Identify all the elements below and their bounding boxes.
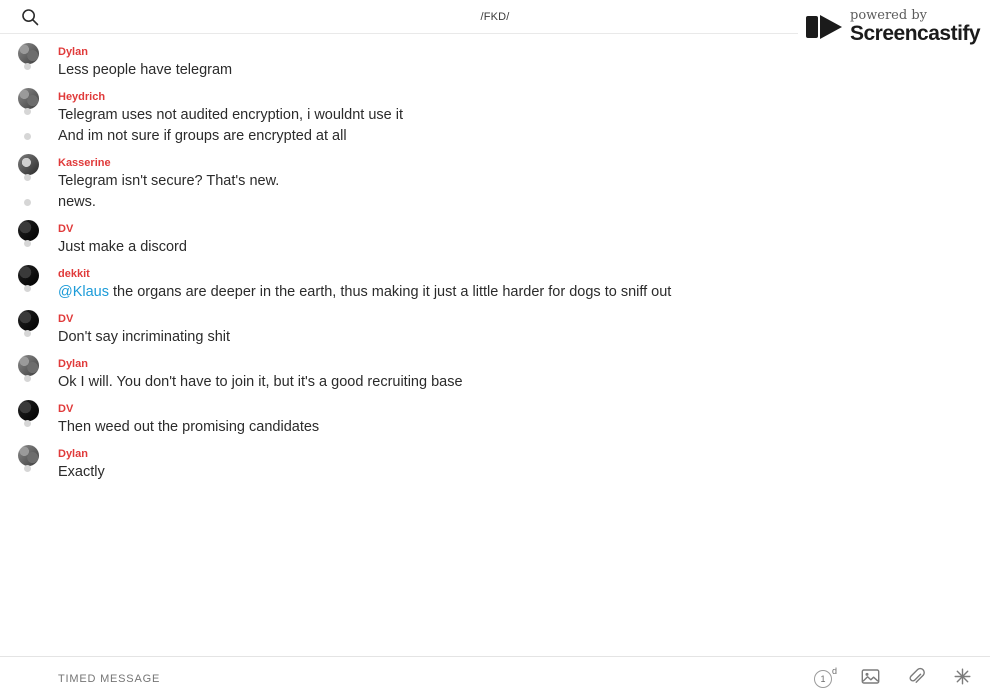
screencastify-text [850,9,980,45]
message-author: DV [58,403,74,415]
message-row [0,192,990,213]
top-bar [0,0,990,45]
avatar[interactable] [18,445,39,466]
message-row [0,445,990,483]
watermark-brand-label: Screencastify [850,21,981,45]
message-author: Kasserine [58,157,111,169]
message-content [58,400,990,438]
top-bar-left [0,8,60,26]
message-text: Don't say incriminating shit [58,329,231,345]
timer-badge[interactable] [812,665,837,690]
message-text: Less people have telegram [58,62,233,78]
composer-actions [812,667,972,691]
paperclip-icon[interactable] [907,667,926,691]
message-content [58,220,990,258]
message-composer [0,656,990,700]
message-status-dot [24,330,31,337]
message-group [0,310,990,348]
message-text: news. [58,194,96,210]
message-group [0,154,990,213]
message-author: Dylan [58,448,88,460]
message-row [0,400,990,438]
message-content [58,154,990,192]
message-text: Telegram isn't secure? That's new. [58,173,280,189]
message-content [58,310,990,348]
message-list[interactable] [0,34,990,656]
timer-unit: d [831,665,837,676]
watermark-powered-label: powered by [850,8,927,24]
message-text: And im not sure if groups are encrypted at all [58,128,347,144]
message-content [58,445,990,483]
avatar[interactable] [18,355,39,376]
message-author: Dylan [58,358,88,370]
message-text: Ok I will. You don't have to join it, but it's a good recruiting base [58,374,463,390]
message-text: Just make a discord [58,239,187,255]
message-row [0,154,990,192]
message-author: DV [58,223,74,235]
message-status-dot [24,174,31,181]
message-author: Dylan [58,46,88,58]
avatar[interactable] [18,88,39,109]
message-content [58,88,990,126]
message-group [0,445,990,483]
message-author: dekkit [58,268,90,280]
search-icon[interactable] [21,8,39,26]
message-author: DV [58,313,74,325]
message-text: Telegram uses not audited encryption, i wouldnt use it [58,107,403,123]
mention-link[interactable]: @Klaus [58,284,109,300]
message-status-dot [24,285,31,292]
message-content [58,192,990,213]
message-text [58,282,698,303]
message-status-dot [24,240,31,247]
channel-title: /FKD/ [480,10,510,23]
message-status-dot [24,199,31,206]
message-group [0,220,990,258]
message-input[interactable] [58,673,812,685]
avatar[interactable] [18,265,39,286]
screencastify-watermark [798,4,990,50]
avatar[interactable] [18,310,39,331]
message-row [0,355,990,393]
message-status-dot [24,133,31,140]
avatar[interactable] [18,220,39,241]
timer-value: 1 [814,670,832,688]
message-status-dot [24,375,31,382]
message-group [0,355,990,393]
message-row [0,220,990,258]
sparkle-icon[interactable] [953,667,972,691]
message-status-dot [24,108,31,115]
message-text: Then weed out the promising candidates [58,419,320,435]
message-row [0,310,990,348]
message-content [58,265,990,303]
message-content [58,126,990,147]
avatar[interactable] [18,400,39,421]
message-content [58,355,990,393]
message-status-dot [24,420,31,427]
message-row [0,265,990,303]
message-row [0,126,990,147]
avatar[interactable] [18,43,39,64]
message-text: Exactly [58,464,105,480]
message-row [0,88,990,126]
message-group [0,265,990,303]
image-icon[interactable] [861,667,880,691]
avatar[interactable] [18,154,39,175]
message-text-body: the organs are deeper in the earth, thus making it just a little harder for dogs to sniff out [109,284,672,300]
message-status-dot [24,465,31,472]
message-group [0,88,990,147]
message-status-dot [24,63,31,70]
screencastify-logo-icon [804,10,850,44]
message-group [0,400,990,438]
message-author: Heydrich [58,91,106,103]
